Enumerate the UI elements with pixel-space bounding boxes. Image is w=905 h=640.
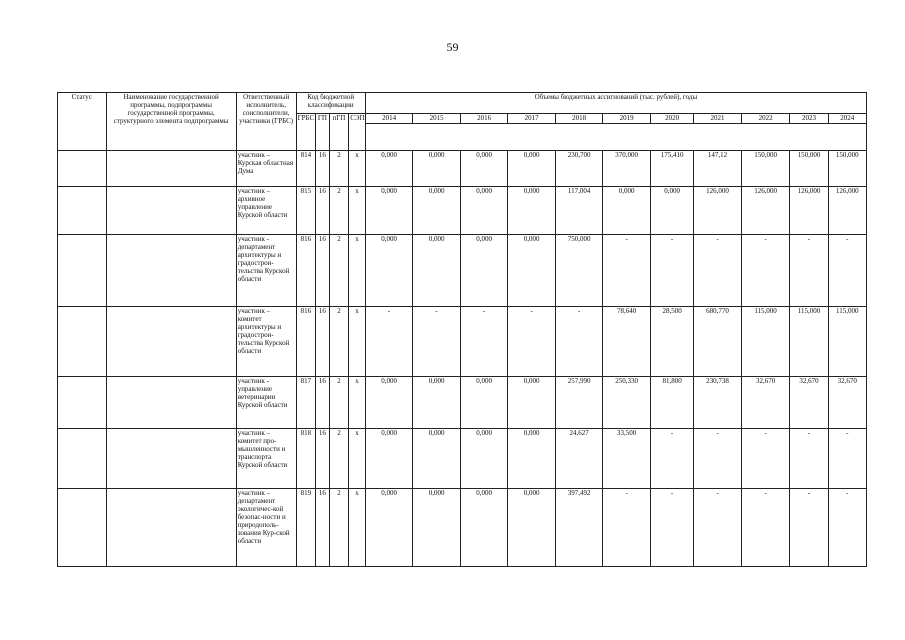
executor-cell: участник - департамент архитектуры и градострои-тельства Курской области (236, 235, 296, 307)
value-cell: - (828, 235, 866, 307)
value-cell: - (603, 489, 651, 567)
value-cell: 370,000 (603, 151, 651, 187)
sep-cell: х (349, 377, 366, 429)
gp-cell: 16 (316, 489, 329, 567)
grbs-cell: 818 (296, 429, 316, 489)
value-cell: 0,000 (508, 151, 556, 187)
value-cell: 115,000 (828, 307, 866, 377)
page-number: 59 (446, 40, 459, 54)
value-cell: 680,770 (694, 307, 742, 377)
grbs-cell: 816 (296, 307, 316, 377)
grbs-cell: 816 (296, 235, 316, 307)
status-cell (58, 151, 107, 187)
header-year: 2017 (508, 114, 556, 124)
status-cell (58, 235, 107, 307)
value-cell: - (694, 235, 742, 307)
value-cell: 250,330 (603, 377, 651, 429)
value-cell: 0,000 (413, 489, 461, 567)
value-cell: 81,800 (650, 377, 693, 429)
value-cell: 0,000 (508, 429, 556, 489)
value-cell: - (790, 489, 828, 567)
table-row (58, 377, 867, 429)
value-cell: - (508, 307, 556, 377)
value-cell: - (365, 307, 413, 377)
value-cell: 28,500 (650, 307, 693, 377)
pgp-cell: 2 (329, 235, 349, 307)
header-sep: СЭП (349, 114, 366, 151)
gp-cell: 16 (316, 151, 329, 187)
status-cell (58, 307, 107, 377)
name-cell (106, 187, 236, 235)
value-cell: 0,000 (460, 187, 508, 235)
value-cell: 0,000 (460, 429, 508, 489)
executor-cell: участник - управление ветеринарии Курской области (236, 377, 296, 429)
pgp-cell: 2 (329, 187, 349, 235)
value-cell: 0,000 (413, 377, 461, 429)
table-row (58, 429, 867, 489)
value-cell: 0,000 (365, 429, 413, 489)
value-cell: - (460, 307, 508, 377)
value-cell: 0,000 (508, 187, 556, 235)
value-cell: 24,627 (555, 429, 603, 489)
gp-cell: 16 (316, 187, 329, 235)
value-cell: 0,000 (365, 187, 413, 235)
value-cell: - (828, 489, 866, 567)
executor-cell: участник – комитет архитектуры и градострои-тельства Курской области (236, 307, 296, 377)
value-cell: 0,000 (365, 151, 413, 187)
sep-cell: х (349, 489, 366, 567)
value-cell: - (694, 429, 742, 489)
value-cell: 33,500 (603, 429, 651, 489)
budget-table (57, 92, 867, 567)
header-year: 2018 (555, 114, 603, 124)
grbs-cell: 815 (296, 187, 316, 235)
value-cell: 397,492 (555, 489, 603, 567)
header-budget-code: Код бюджетной классификации (296, 93, 365, 114)
sep-cell: х (349, 429, 366, 489)
value-cell: 126,000 (790, 187, 828, 235)
value-cell: - (650, 429, 693, 489)
value-cell: 126,000 (741, 187, 790, 235)
executor-cell: участник – департамент экологичес-кой безопас-ности и природополь-зования Кур-ской области (236, 489, 296, 567)
value-cell: 150,000 (790, 151, 828, 187)
header-name: Наименование государственной программы, подпрограммы государственной программы, структурного элемента подпрограммы (106, 93, 236, 151)
gp-cell: 16 (316, 235, 329, 307)
value-cell: 32,670 (790, 377, 828, 429)
value-cell: 0,000 (413, 235, 461, 307)
value-cell: 0,000 (365, 235, 413, 307)
value-cell: - (694, 489, 742, 567)
value-cell: 230,700 (555, 151, 603, 187)
grbs-cell: 814 (296, 151, 316, 187)
header-year: 2024 (828, 114, 866, 124)
grbs-cell: 819 (296, 489, 316, 567)
table-row (58, 307, 867, 377)
sep-cell: х (349, 187, 366, 235)
value-cell: 32,670 (828, 377, 866, 429)
table-body (58, 151, 867, 567)
status-cell (58, 489, 107, 567)
value-cell: 0,000 (460, 235, 508, 307)
value-cell: - (413, 307, 461, 377)
value-cell: - (741, 489, 790, 567)
pgp-cell: 2 (329, 151, 349, 187)
value-cell: 0,000 (413, 151, 461, 187)
pgp-cell: 2 (329, 429, 349, 489)
value-cell: 0,000 (508, 235, 556, 307)
pgp-cell: 2 (329, 377, 349, 429)
sep-cell: х (349, 235, 366, 307)
table-row (58, 187, 867, 235)
status-cell (58, 187, 107, 235)
header-year: 2021 (694, 114, 742, 124)
value-cell: 32,670 (741, 377, 790, 429)
header-executor: Ответственный исполнитель, соисполнители, участники (ГРБС) (236, 93, 296, 151)
value-cell: - (650, 235, 693, 307)
value-cell: - (741, 235, 790, 307)
header-status: Статус (58, 93, 107, 151)
value-cell: 115,000 (741, 307, 790, 377)
value-cell: - (555, 307, 603, 377)
value-cell: 0,000 (365, 377, 413, 429)
value-cell: - (603, 235, 651, 307)
value-cell: 0,000 (413, 429, 461, 489)
value-cell: 126,000 (694, 187, 742, 235)
header-volumes: Объемы бюджетных ассигнований (тыс. рублей), годы (365, 93, 866, 114)
value-cell: - (790, 235, 828, 307)
value-cell: 0,000 (603, 187, 651, 235)
value-cell: 0,000 (508, 377, 556, 429)
table-row (58, 489, 867, 567)
name-cell (106, 429, 236, 489)
value-cell: - (650, 489, 693, 567)
header-year-spacer (365, 124, 866, 151)
table-row (58, 151, 867, 187)
header-year: 2014 (365, 114, 413, 124)
value-cell: 150,000 (828, 151, 866, 187)
name-cell (106, 307, 236, 377)
value-cell: 0,000 (508, 489, 556, 567)
header-pgp: пГП (329, 114, 349, 151)
value-cell: 750,000 (555, 235, 603, 307)
value-cell: - (790, 429, 828, 489)
gp-cell: 16 (316, 429, 329, 489)
gp-cell: 16 (316, 307, 329, 377)
value-cell: 115,000 (790, 307, 828, 377)
header-year: 2019 (603, 114, 651, 124)
name-cell (106, 489, 236, 567)
status-cell (58, 377, 107, 429)
value-cell: 0,000 (413, 187, 461, 235)
value-cell: 150,000 (741, 151, 790, 187)
gp-cell: 16 (316, 377, 329, 429)
name-cell (106, 235, 236, 307)
value-cell: 175,410 (650, 151, 693, 187)
executor-cell: участник – комитет про-мышленности и транспорта Курской области (236, 429, 296, 489)
header-gp: ГП (316, 114, 329, 151)
executor-cell: участник – Курская областная Дума (236, 151, 296, 187)
value-cell: 78,640 (603, 307, 651, 377)
value-cell: 126,000 (828, 187, 866, 235)
pgp-cell: 2 (329, 489, 349, 567)
value-cell: 0,000 (460, 377, 508, 429)
header-year: 2020 (650, 114, 693, 124)
header-year: 2022 (741, 114, 790, 124)
value-cell: 230,738 (694, 377, 742, 429)
executor-cell: участник – архивное управление Курской области (236, 187, 296, 235)
value-cell: - (741, 429, 790, 489)
value-cell: 0,000 (650, 187, 693, 235)
header-year: 2023 (790, 114, 828, 124)
sep-cell: х (349, 151, 366, 187)
header-year: 2016 (460, 114, 508, 124)
value-cell: 257,990 (555, 377, 603, 429)
value-cell: 147,12 (694, 151, 742, 187)
value-cell: - (828, 429, 866, 489)
sep-cell: х (349, 307, 366, 377)
name-cell (106, 377, 236, 429)
header-year: 2015 (413, 114, 461, 124)
header-grbs: ГРБС (296, 114, 316, 151)
pgp-cell: 2 (329, 307, 349, 377)
grbs-cell: 817 (296, 377, 316, 429)
table-row (58, 235, 867, 307)
value-cell: 0,000 (460, 151, 508, 187)
value-cell: 0,000 (365, 489, 413, 567)
name-cell (106, 151, 236, 187)
value-cell: 117,004 (555, 187, 603, 235)
value-cell: 0,000 (460, 489, 508, 567)
status-cell (58, 429, 107, 489)
